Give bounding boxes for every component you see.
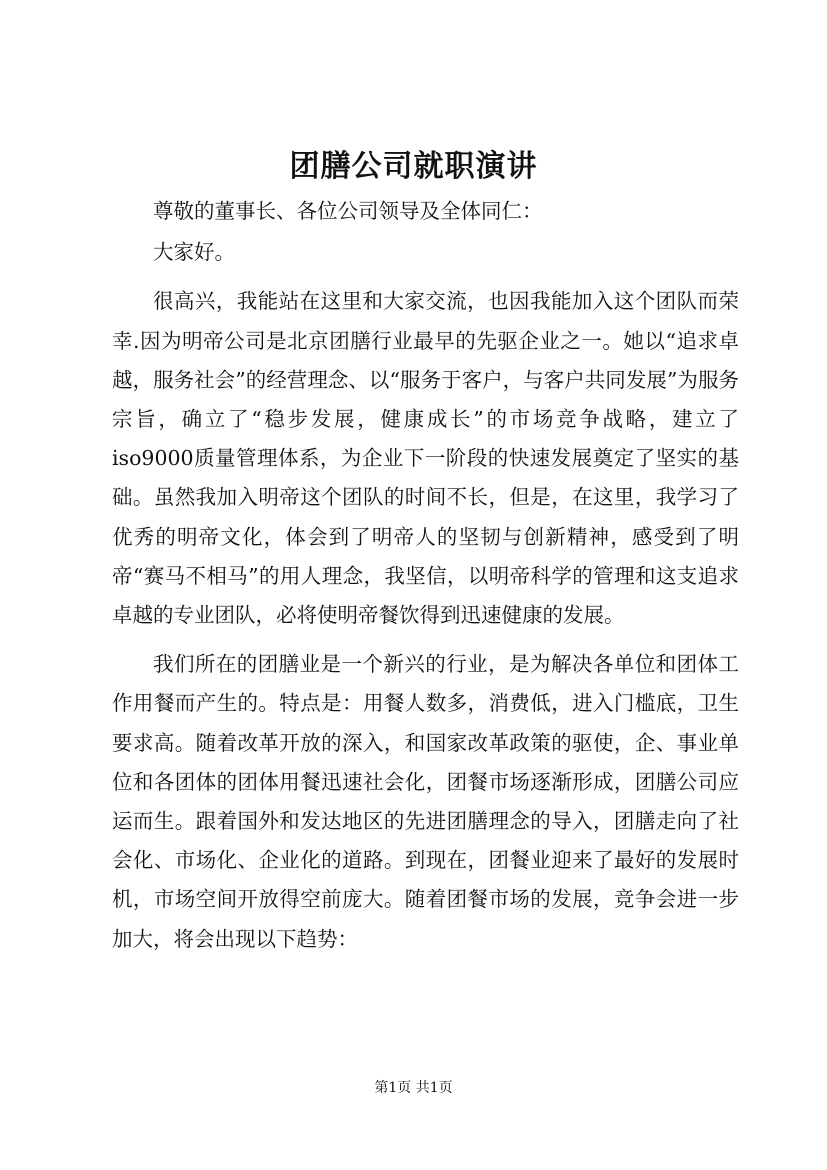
- document-body: [112, 192, 739, 959]
- body-paragraph: 我们所在的团膳业是一个新兴的行业，是为解决各单位和团体工作用餐而产生的。特点是：用餐人数多，消费低，进入门槛底，卫生要求高。随着改革开放的深入，和国家改革政策的驱使，企、事业单位和各团体的团体用餐迅速社会化，团餐市场逐渐形成，团膳公司应运而生。跟着国外和发达地区的先进团膳理念的导入，团膳走向了社会化、市场化、企业化的道路。到现在，团餐业迎来了最好的发展时机，市场空间开放得空前庞大。随着团餐市场的发展，竞争会进一步加大，将会出现以下趋势：: [112, 652, 739, 951]
- page-footer: 第1页 共1页: [374, 1080, 453, 1096]
- greeting-line: 大家好。: [153, 240, 235, 265]
- body-paragraph: 很高兴，我能站在这里和大家交流，也因我能加入这个团队而荣幸.因为明帝公司是北京团膳行业最早的先驱企业之一。她以“追求卓越，服务社会”的经营理念、以“服务于客户，与客户共同发展”为服务宗旨，确立了“稳步发展，健康成长”的市场竞争战略，建立了iso9000质量管理体系，为企业下一阶段的快速发展奠定了坚实的基础。虽然我加入明帝这个团队的时间不长，但是，在这里，我学习了优秀的明帝文化，体会到了明帝人的坚韧与创新精神，感受到了明帝“赛马不相马”的用人理念，我坚信，以明帝科学的管理和这支追求卓越的专业团队，必将使明帝餐饮得到迅速健康的发展。: [112, 289, 739, 628]
- document-title: 团膳公司就职演讲: [289, 149, 538, 184]
- salutation-line: 尊敬的董事长、各位公司领导及全体同仁：: [153, 199, 543, 223]
